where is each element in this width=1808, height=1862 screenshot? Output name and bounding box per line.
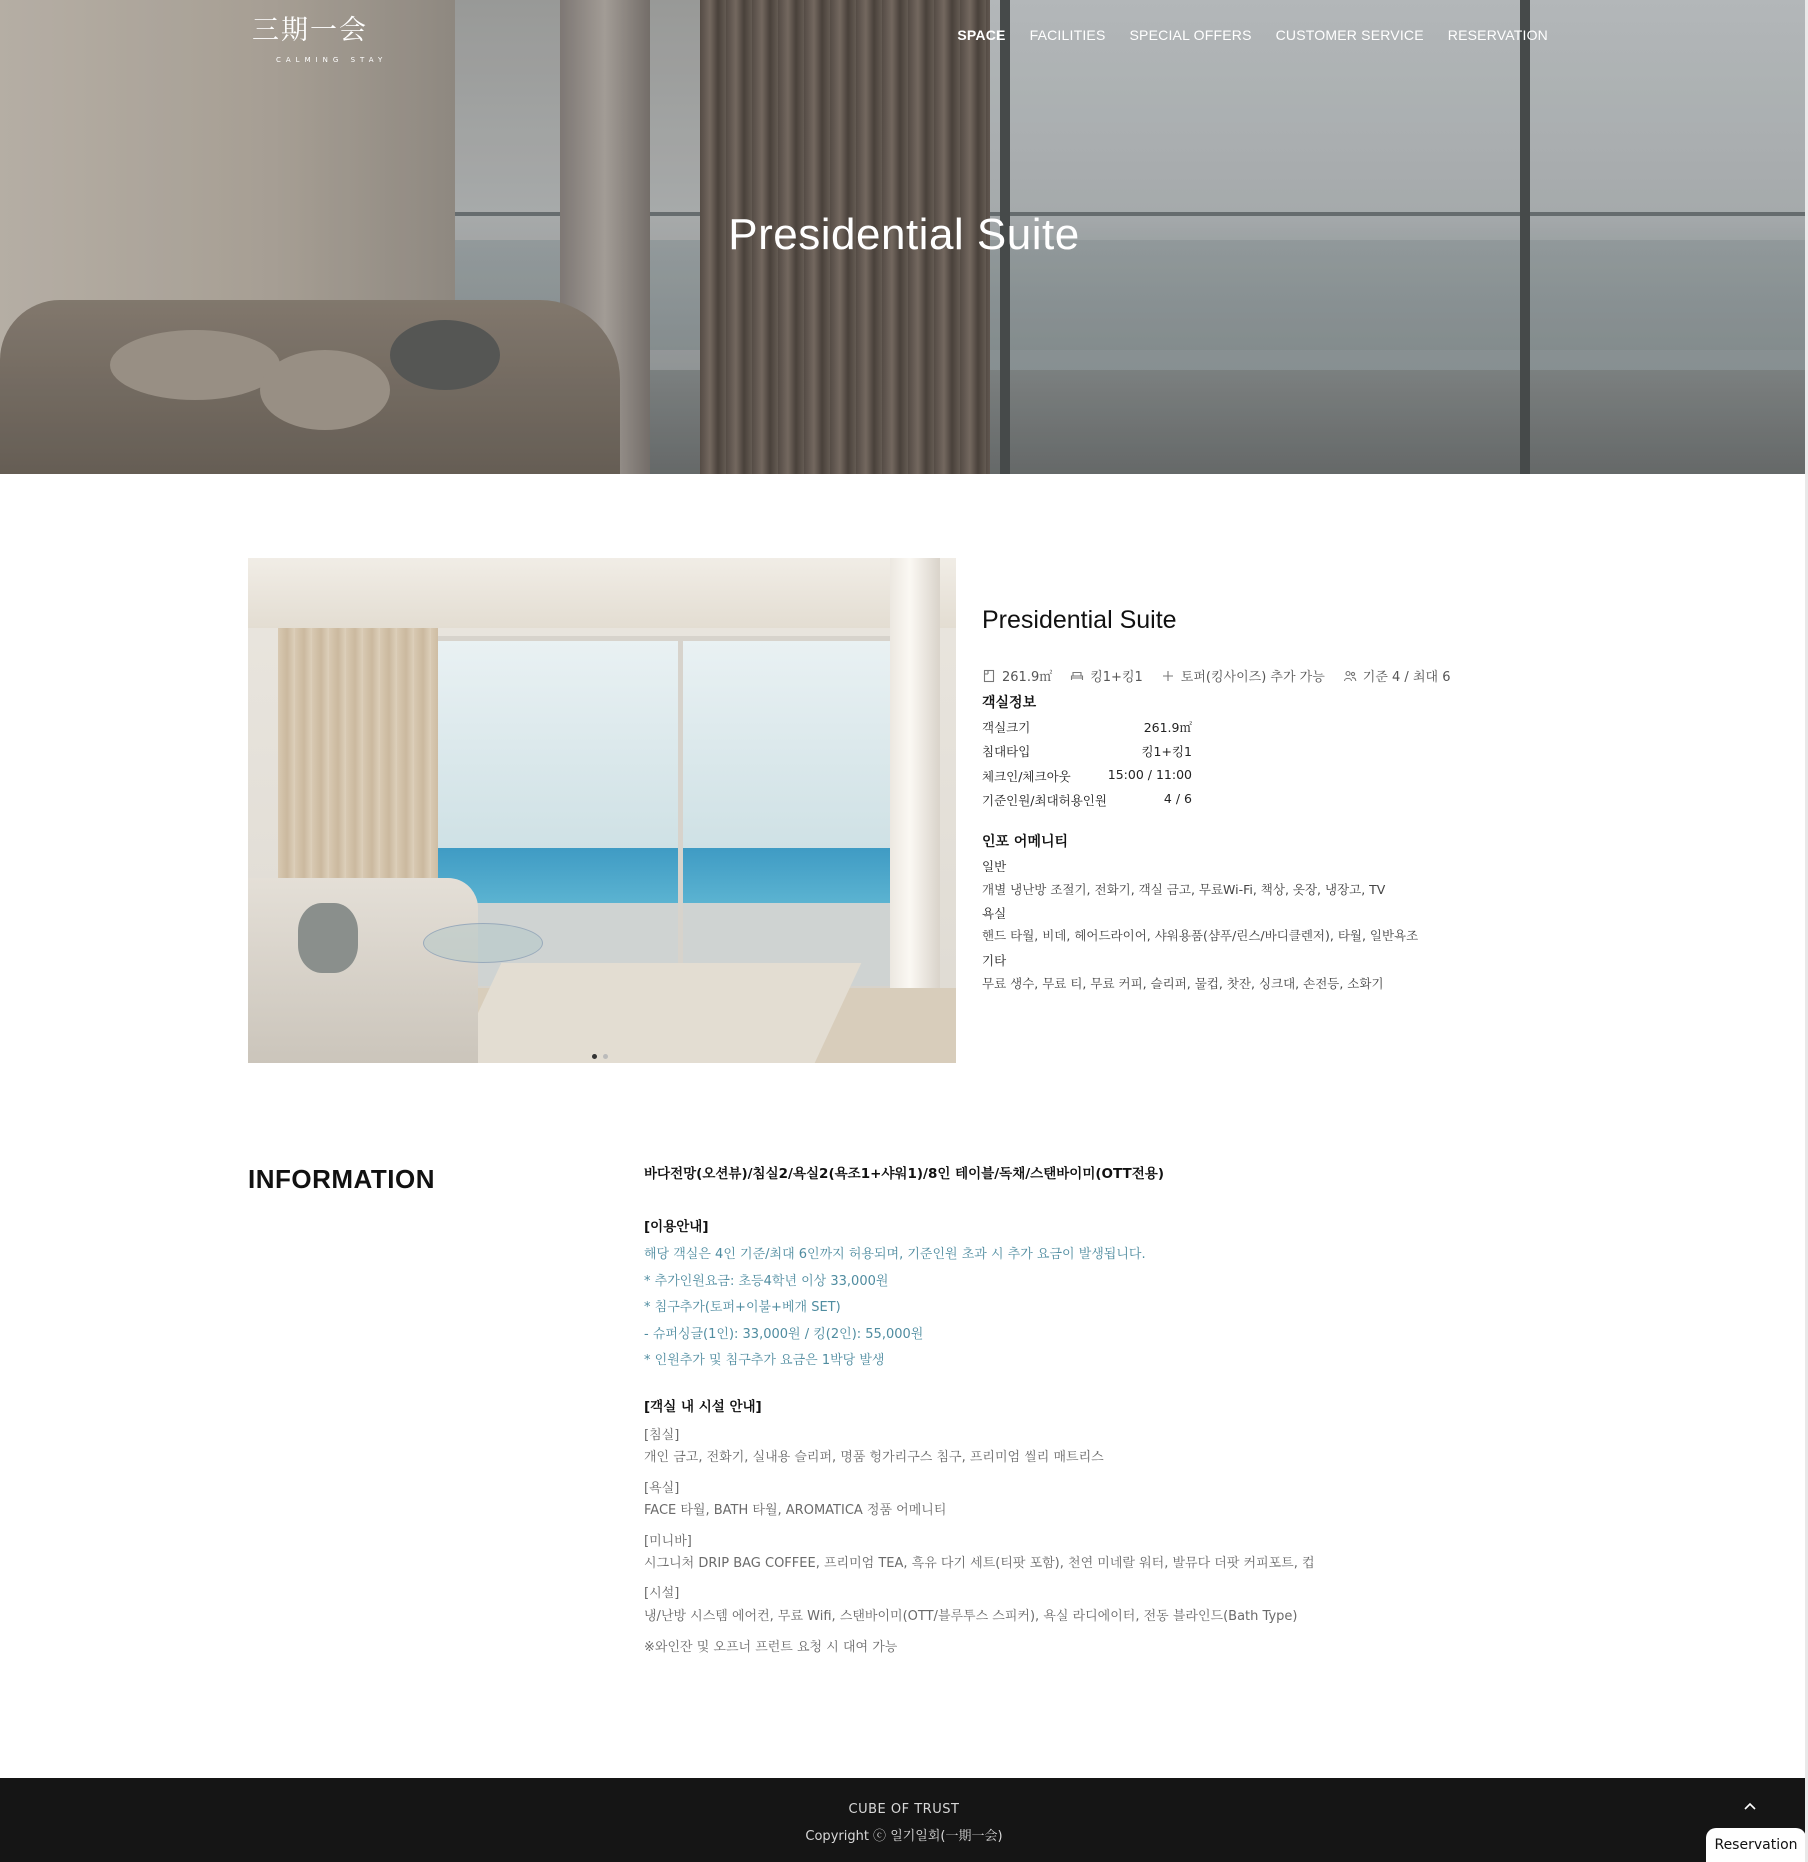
meta-size bbox=[982, 666, 1052, 685]
slider-dot[interactable] bbox=[592, 1054, 597, 1059]
meta-extra bbox=[1161, 666, 1325, 685]
information-note: ※와인잔 및 오프너 프런트 요청 시 대여 가능 bbox=[644, 1640, 898, 1655]
chevron-up-icon bbox=[1743, 1801, 1757, 1811]
site-logo[interactable] bbox=[252, 8, 392, 72]
hero-banner bbox=[0, 0, 1808, 474]
facility-text: 시그니처 DRIP BAG COFFEE, 프리미엄 TEA, 흑유 다기 세트(티팟 포함), 천연 미네랄 워터, 발뮤다 더팟 커피포트, 컵 bbox=[644, 1556, 1315, 1571]
usage-line: 해당 객실은 4인 기준/최대 6인까지 허용되며, 기준인원 초과 시 추가 요금이 발생됩니다. bbox=[644, 1247, 1146, 1262]
nav-item-space[interactable]: SPACE bbox=[957, 27, 1006, 43]
footer-copyright: Copyright ⓒ 일기일회(一期一会) bbox=[805, 1829, 1003, 1844]
amenity-list: 개별 냉난방 조절기, 전화기, 객실 금고, 무료Wi-Fi, 책상, 옷장, 냉장고, TV bbox=[982, 882, 1386, 897]
room-info bbox=[982, 606, 1542, 991]
spec-label: 침대타입 bbox=[982, 744, 1031, 759]
nav-item-reservation[interactable]: RESERVATION bbox=[1447, 27, 1548, 43]
room-meta bbox=[982, 666, 1450, 685]
back-to-top-button[interactable] bbox=[1730, 1786, 1770, 1826]
spec-heading: 객실정보 bbox=[982, 695, 1037, 711]
facility-label: [시설] bbox=[644, 1586, 680, 1601]
site-footer bbox=[0, 1778, 1808, 1862]
room-photo-slider[interactable] bbox=[248, 558, 956, 1063]
meta-size-value: 261.9㎡ bbox=[1002, 670, 1053, 685]
slider-dot[interactable] bbox=[603, 1054, 608, 1059]
amenity-list: 무료 생수, 무료 티, 무료 커피, 슬리퍼, 물컵, 찻잔, 싱크대, 손전등, 소화기 bbox=[982, 976, 1384, 991]
amenity-list: 핸드 타월, 비데, 헤어드라이어, 샤워용품(샴푸/린스/바디클렌저), 타월, 일반욕조 bbox=[982, 928, 1419, 943]
spec-row bbox=[982, 791, 1192, 809]
room-rug bbox=[455, 963, 862, 1063]
room-cushion bbox=[298, 903, 358, 973]
nav-item-customer-service[interactable]: CUSTOMER SERVICE bbox=[1275, 27, 1424, 43]
meta-capacity-value: 기준 4 / 최대 6 bbox=[1362, 670, 1451, 685]
amenity-category: 욕실 bbox=[982, 906, 1007, 921]
facility-label: [욕실] bbox=[644, 1481, 680, 1496]
logo-mark: 三期一会 bbox=[252, 15, 368, 46]
spec-value: 4 / 6 bbox=[1163, 791, 1192, 806]
spec-label: 기준인원/최대허용인원 bbox=[982, 793, 1107, 808]
logo-tagline: CALMING STAY bbox=[276, 56, 388, 64]
meta-extra-value: 토퍼(킹사이즈) 추가 가능 bbox=[1180, 670, 1325, 685]
floor-plan-icon bbox=[982, 669, 996, 683]
floating-reservation-button[interactable]: Reservation bbox=[1706, 1828, 1806, 1862]
slider-pagination bbox=[592, 1054, 608, 1059]
room-window bbox=[678, 636, 898, 991]
room-sofa bbox=[248, 878, 478, 1063]
usage-line: * 추가인원요금: 초등4학년 이상 33,000원 bbox=[644, 1274, 889, 1289]
spec-value: 킹1+킹1 bbox=[1141, 744, 1192, 759]
facility-text: 냉/난방 시스템 에어컨, 무료 Wifi, 스탠바이미(OTT/블루투스 스피커), 욕실 라디에이터, 전동 블라인드(Bath Type) bbox=[644, 1609, 1298, 1624]
amenity-heading: 인포 어메니티 bbox=[982, 834, 1069, 850]
hero-title: Presidential Suite bbox=[728, 210, 1080, 259]
meta-capacity bbox=[1343, 666, 1451, 685]
usage-line: * 인원추가 및 침구추가 요금은 1박당 발생 bbox=[644, 1353, 885, 1368]
nav-item-special-offers[interactable]: SPECIAL OFFERS bbox=[1129, 27, 1252, 43]
information-title: INFORMATION bbox=[248, 1164, 435, 1194]
spec-value: 15:00 / 11:00 bbox=[1107, 767, 1192, 782]
facility-text: FACE 타월, BATH 타월, AROMATICA 정품 어메니티 bbox=[644, 1503, 947, 1518]
footer-brand: CUBE OF TRUST bbox=[848, 1802, 960, 1817]
amenity-category: 기타 bbox=[982, 953, 1007, 968]
facility-label: [미니바] bbox=[644, 1534, 692, 1549]
meta-bed-value: 킹1+킹1 bbox=[1090, 670, 1143, 685]
usage-line: * 침구추가(토퍼+이불+베개 SET) bbox=[644, 1300, 841, 1315]
room-title: Presidential Suite bbox=[982, 606, 1177, 634]
facility-label: [침실] bbox=[644, 1428, 680, 1443]
facility-text: 개인 금고, 전화기, 실내용 슬리퍼, 명품 헝가리구스 침구, 프리미엄 씰리 매트리스 bbox=[644, 1450, 1104, 1465]
spec-row bbox=[982, 718, 1192, 736]
spec-label: 객실크기 bbox=[982, 720, 1031, 735]
spec-value: 261.9㎡ bbox=[1143, 720, 1192, 735]
main-nav bbox=[957, 27, 1548, 43]
usage-line: - 슈퍼싱글(1인): 33,000원 / 킹(2인): 55,000원 bbox=[644, 1327, 924, 1342]
meta-bed bbox=[1070, 666, 1143, 685]
usage-heading: [이용안내] bbox=[644, 1219, 709, 1235]
spec-row bbox=[982, 767, 1192, 785]
nav-item-facilities[interactable]: FACILITIES bbox=[1029, 27, 1106, 43]
amenity-category: 일반 bbox=[982, 859, 1007, 874]
spec-row bbox=[982, 742, 1192, 760]
people-icon bbox=[1343, 669, 1357, 683]
room-glass-table bbox=[423, 923, 543, 963]
plus-icon bbox=[1161, 669, 1175, 683]
bed-icon bbox=[1070, 669, 1084, 683]
facility-heading: [객실 내 시설 안내] bbox=[644, 1399, 762, 1415]
spec-label: 체크인/체크아웃 bbox=[982, 769, 1071, 784]
information-headline: 바다전망(오션뷰)/침실2/욕실2(욕조1+샤워1)/8인 테이블/독채/스탠바이미(OTT전용) bbox=[644, 1166, 1165, 1182]
